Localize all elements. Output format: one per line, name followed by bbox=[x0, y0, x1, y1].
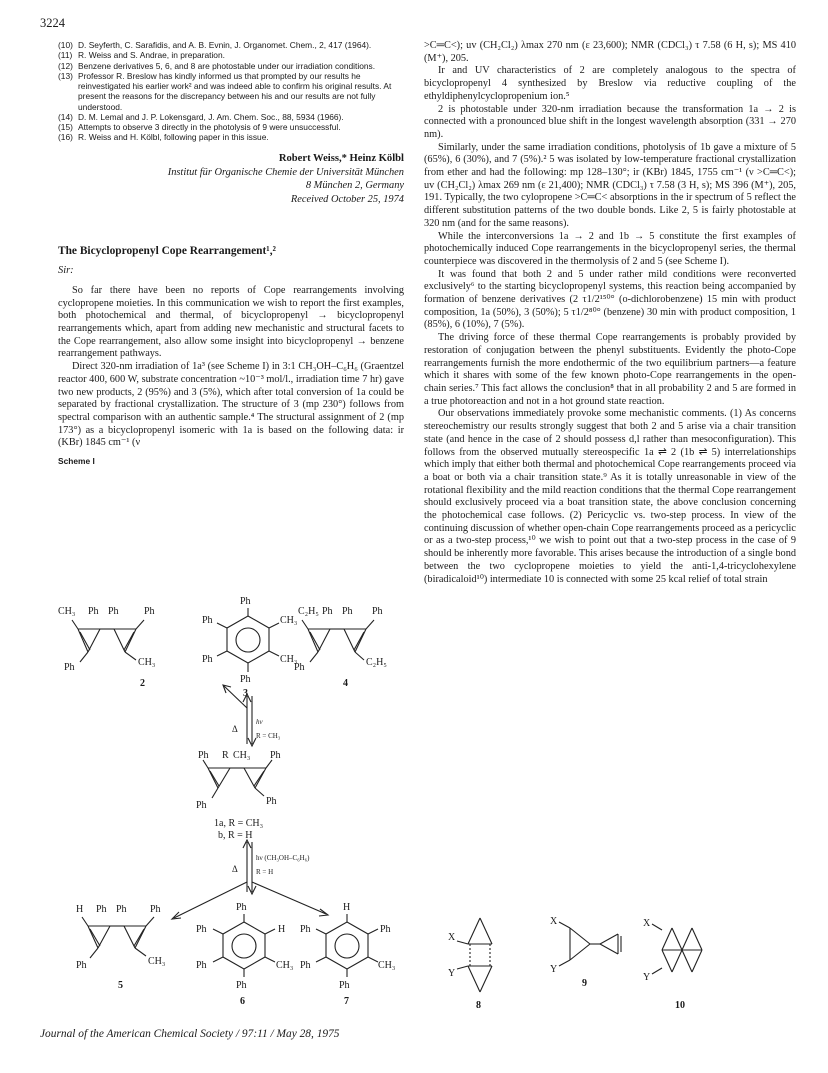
label: CH₃ bbox=[280, 615, 298, 626]
label: Ph bbox=[294, 662, 305, 673]
label: H bbox=[278, 924, 286, 935]
body-paragraph: Our observations immediately provoke some mechanistic comments. (1) As concerns stereochemistry our results strongly suggest that both 2 and 5 arise via a chair transition state (and hence in the case of 2 should possess d,l rather than mesoconfiguration). This follows from the observed mutually stereospecific 1a ⇌ 2 (1b ⇌ 5) interrelationships which imply that either both thermal and photochemical Cope rearrangements proceed via a boat or both via a chair transition state.⁹ As it is totally unreasonable in view of the rotational flexibility and the mild reaction conditions that the thermal Cope rearrangement should exclusively proceed via a boat transition state, the above conclusion concerning the photochemical case follows. (2) Pericyclic vs. two-step process. In view of the continuing discussion of whether open-chain Cope rearrangements proceed as a pericyclic or as a two-step process,¹⁰ we wish to point out that a two-step process in the case of 9 should be inherently more favorable. This arises because the introduction of a single bond between the two cyclopropene moieties to yield the anti-1,4-tricyclohexylene (biradicaloid¹⁰) intermediate 10 is connected with some 25 kcal relief of total strain bbox=[424, 408, 796, 585]
label: R bbox=[222, 750, 229, 761]
label: CH₃ bbox=[58, 606, 76, 617]
left-column bbox=[58, 40, 404, 466]
compound-2 bbox=[72, 620, 144, 662]
structure-10 bbox=[652, 924, 702, 974]
compound-7 bbox=[316, 914, 378, 977]
compound-number: 5 bbox=[118, 980, 123, 991]
label: Ph bbox=[150, 904, 161, 915]
article-title: The Bicyclopropenyl Cope Rearrangement¹,² bbox=[58, 244, 276, 257]
scheme-label: Scheme I bbox=[58, 456, 95, 467]
compound-number: 8 bbox=[476, 1000, 481, 1011]
label: Ph bbox=[196, 960, 207, 971]
footnote: (13) Professor R. Breslow has kindly informed us that prompted by our results he reinvestigated his earlier work² and was indeed able to confirm his original results. At present the reasons for the discrepancy between his and our results are not fully understood. bbox=[58, 70, 392, 112]
compound-variant: b, R = H bbox=[218, 830, 253, 841]
label: Ph bbox=[300, 960, 311, 971]
body-paragraph: Ir and UV characteristics of 2 are completely analogous to the spectra of bicyclopropenyl 4 synthesized by Breslow via reductive coupling of the ethyldiphenylcyclopropenium ion.⁵ bbox=[424, 65, 796, 102]
author-names: Robert Weiss,* Heinz Kölbl bbox=[278, 152, 404, 164]
label: Ph bbox=[196, 800, 207, 811]
compound-number: 2 bbox=[140, 678, 145, 689]
label: Ph bbox=[240, 596, 251, 607]
compound-number: 4 bbox=[343, 678, 348, 689]
label: Y bbox=[448, 968, 456, 979]
body-paragraph: The driving force of these thermal Cope rearrangements is probably provided by restoration of conjugation between the phenyl substituents. Evidently the photo-Cope rearrangements furnish the more endothermic of the two equilibrium partners—a feature which it shares with some of the few known photo-Cope rearrangements in the open-chain series.⁷ This fact allows the conclusion⁸ that in all probability 2 and 5 are formed in a true photoreaction and not in a hot ground state reaction. bbox=[424, 332, 796, 407]
compound-number: 7 bbox=[344, 996, 349, 1007]
affiliation: Institut für Organische Chemie der Universität München 8 München 2, Germany bbox=[167, 166, 404, 192]
label: Δ bbox=[232, 724, 238, 734]
footnote: (15) Attempts to observe 3 directly in the photolysis of 9 were unsuccessful. bbox=[58, 122, 341, 132]
label: Ph bbox=[240, 674, 251, 685]
label: X bbox=[550, 916, 558, 927]
label: Δ bbox=[232, 864, 238, 874]
label: hν (CH₃OH–C₆H₆) bbox=[256, 854, 310, 862]
journal-footer: Journal of the American Chemical Society / 97:11 / May 28, 1975 bbox=[40, 1028, 340, 1040]
footnote: (16) R. Weiss and H. Kölbl, following paper in this issue. bbox=[58, 132, 269, 143]
label: R = H bbox=[256, 868, 274, 876]
lower-arrows bbox=[172, 840, 328, 919]
label: H bbox=[343, 902, 351, 913]
compound-number: 6 bbox=[240, 996, 245, 1007]
compound-variant: 1a, R = CH₃ bbox=[214, 818, 264, 829]
structures-8-9-10 bbox=[440, 908, 720, 1020]
label: Ph bbox=[380, 924, 391, 935]
footnote: (10) D. Seyferth, C. Sarafidis, and A. B. Evnin, J. Organomet. Chem., 2, 417 (1964). bbox=[58, 40, 372, 50]
compound-5 bbox=[82, 917, 154, 958]
label: CH₃ bbox=[148, 956, 166, 967]
label: Ph bbox=[322, 606, 333, 617]
label: H bbox=[76, 904, 84, 915]
compound-number: 10 bbox=[675, 1000, 685, 1011]
label: Y bbox=[643, 972, 651, 983]
footnote: (12) Benzene derivatives 5, 6, and 8 are photostable under our irradiation conditions. bbox=[58, 60, 376, 71]
label: Ph bbox=[144, 606, 155, 617]
label: Ph bbox=[196, 924, 207, 935]
label: C₂H₅ bbox=[366, 657, 387, 668]
footnote: (14) D. M. Lemal and J. P. Lokensgard, J. Am. Chem. Soc., 88, 5934 (1966). bbox=[58, 111, 344, 122]
label: Ph bbox=[88, 606, 99, 617]
scheme-diagram bbox=[58, 596, 428, 1018]
salutation: Sir: bbox=[58, 264, 74, 276]
label: Ph bbox=[202, 615, 213, 626]
footnote: (11) R. Weiss and S. Andrae, in preparation. bbox=[58, 50, 225, 61]
label: Ph bbox=[236, 902, 247, 913]
label: hν bbox=[256, 718, 263, 726]
label: Ph bbox=[372, 606, 383, 617]
structure-8 bbox=[457, 918, 492, 992]
received-date: Received October 25, 1974 bbox=[290, 193, 404, 205]
label: Ph bbox=[96, 904, 107, 915]
compound-6 bbox=[213, 914, 275, 977]
body-paragraph: Direct 320-nm irradiation of 1a³ (see Scheme I) in 3:1 CH₃OH–C₆H₆ (Graentzel reactor 400, 600 W, substrate concentration ~10⁻³ mol/l., irradiation time 7 hr) gave two new products, 2 (95%) and 3 (5%), which after total conversion of 1a could be separated by fractional crystallization. The structure of 3 (mp 230°) follows from spectral comparison with an authentic sample.⁴ The structural assignment of 2 (mp 173°) as a bicyclopropenyl isomeric with 1a is based on the following data: ir (KBr) 1845 cm⁻¹ (ν bbox=[58, 361, 404, 449]
label: CH₃ bbox=[138, 657, 156, 668]
label: CH₃ bbox=[233, 750, 251, 761]
label: X bbox=[448, 932, 456, 943]
footnotes bbox=[58, 40, 404, 143]
right-column bbox=[424, 40, 796, 586]
compound-3 bbox=[217, 608, 279, 672]
compound-4 bbox=[302, 620, 374, 662]
label: Ph bbox=[339, 980, 350, 991]
body-paragraph: 2 is photostable under 320-nm irradiation because the transformation 1a → 2 is connected with a pronounced blue shift in the longest wavelength absorption (331 → 270 nm). bbox=[424, 103, 796, 140]
label: CH₃ bbox=[276, 960, 294, 971]
label: Ph bbox=[300, 924, 311, 935]
label: Ph bbox=[236, 980, 247, 991]
body-paragraph: It was found that both 2 and 5 under rather mild conditions were reconverted exclusively⁶ to the starting bicyclopropenyl systems, this reaction being accompanied by formation of benzene derivatives (2 τ1/2¹⁵⁰° (o-dichlorobenzene) 15 min with product composition, 1a (50%), 3 (50%); 5 τ1/2⁸⁰° (benzene) 30 min with product composition, 1 (85%), 6 (10%), 7 (5%). bbox=[424, 268, 796, 331]
body-paragraph: So far there have been no reports of Cope rearrangements involving cyclopropene moieties. In this communication we wish to report the first examples, both photochemical and thermal, of bicyclopropenyl → bicyclopropenyl rearrangements which, apart from adding new mechanistic and structural facets to the Cope rearrangement, also allow some insight into bicyclopropenyl → benzene rearrangement pathways. bbox=[58, 284, 404, 360]
compound-1 bbox=[203, 760, 272, 798]
compound-number: 3 bbox=[243, 688, 248, 699]
label: R = CH₃ bbox=[256, 732, 281, 740]
compound-number: 9 bbox=[582, 978, 587, 989]
label: Ph bbox=[270, 750, 281, 761]
upper-arrows bbox=[223, 685, 256, 746]
page-number: 3224 bbox=[40, 16, 65, 30]
structure-9 bbox=[559, 922, 621, 966]
label: Ph bbox=[342, 606, 353, 617]
body-paragraph: Similarly, under the same irradiation conditions, photolysis of 1b gave a mixture of 5 (65%), 6 (30%), and 7 (5%).² 5 was isolated by low-temperature fractional crystallization from ether and had the following: mp 128–130°; ir (KBr) 1845, 1755 cm⁻¹ (ν >C═C<); uv (CH₂Cl₂) λmax 269 nm (ε 21,400); NMR (CDCl₃) τ 7.58 (3 H, s); MS 396 (M⁺), 205, 191. Typically, the two cylopropene >C═C< absorptions in the ir spectrum of 5 reflect the different substitution patterns of the two double bonds. Like 2, 5 is fairly photostable at 320 nm (and for the same reasons). bbox=[424, 141, 796, 229]
label: Ph bbox=[198, 750, 209, 761]
label: Ph bbox=[108, 606, 119, 617]
label: Ph bbox=[64, 662, 75, 673]
label: Y bbox=[550, 964, 558, 975]
label: CH₃ bbox=[280, 654, 298, 665]
label: X bbox=[643, 918, 651, 929]
label: Ph bbox=[116, 904, 127, 915]
label: C₂H₅ bbox=[298, 606, 319, 617]
label: CH₃ bbox=[378, 960, 396, 971]
body-paragraph: >C═C<); uv (CH₂Cl₂) λmax 270 nm (ε 23,600); NMR (CDCl₃) τ 7.58 (6 H, s); MS 410 (M⁺), 205. bbox=[424, 40, 796, 64]
body-paragraph: While the interconversions 1a → 2 and 1b → 5 constitute the first examples of photochemically induced Cope rearrangements in the bicyclopropenyl series, the thermal counterpiece was discovered in the thermolysis of 2 and 5 (see Scheme I). bbox=[424, 230, 796, 267]
label: Ph bbox=[202, 654, 213, 665]
label: Ph bbox=[76, 960, 87, 971]
label: Ph bbox=[266, 796, 277, 807]
